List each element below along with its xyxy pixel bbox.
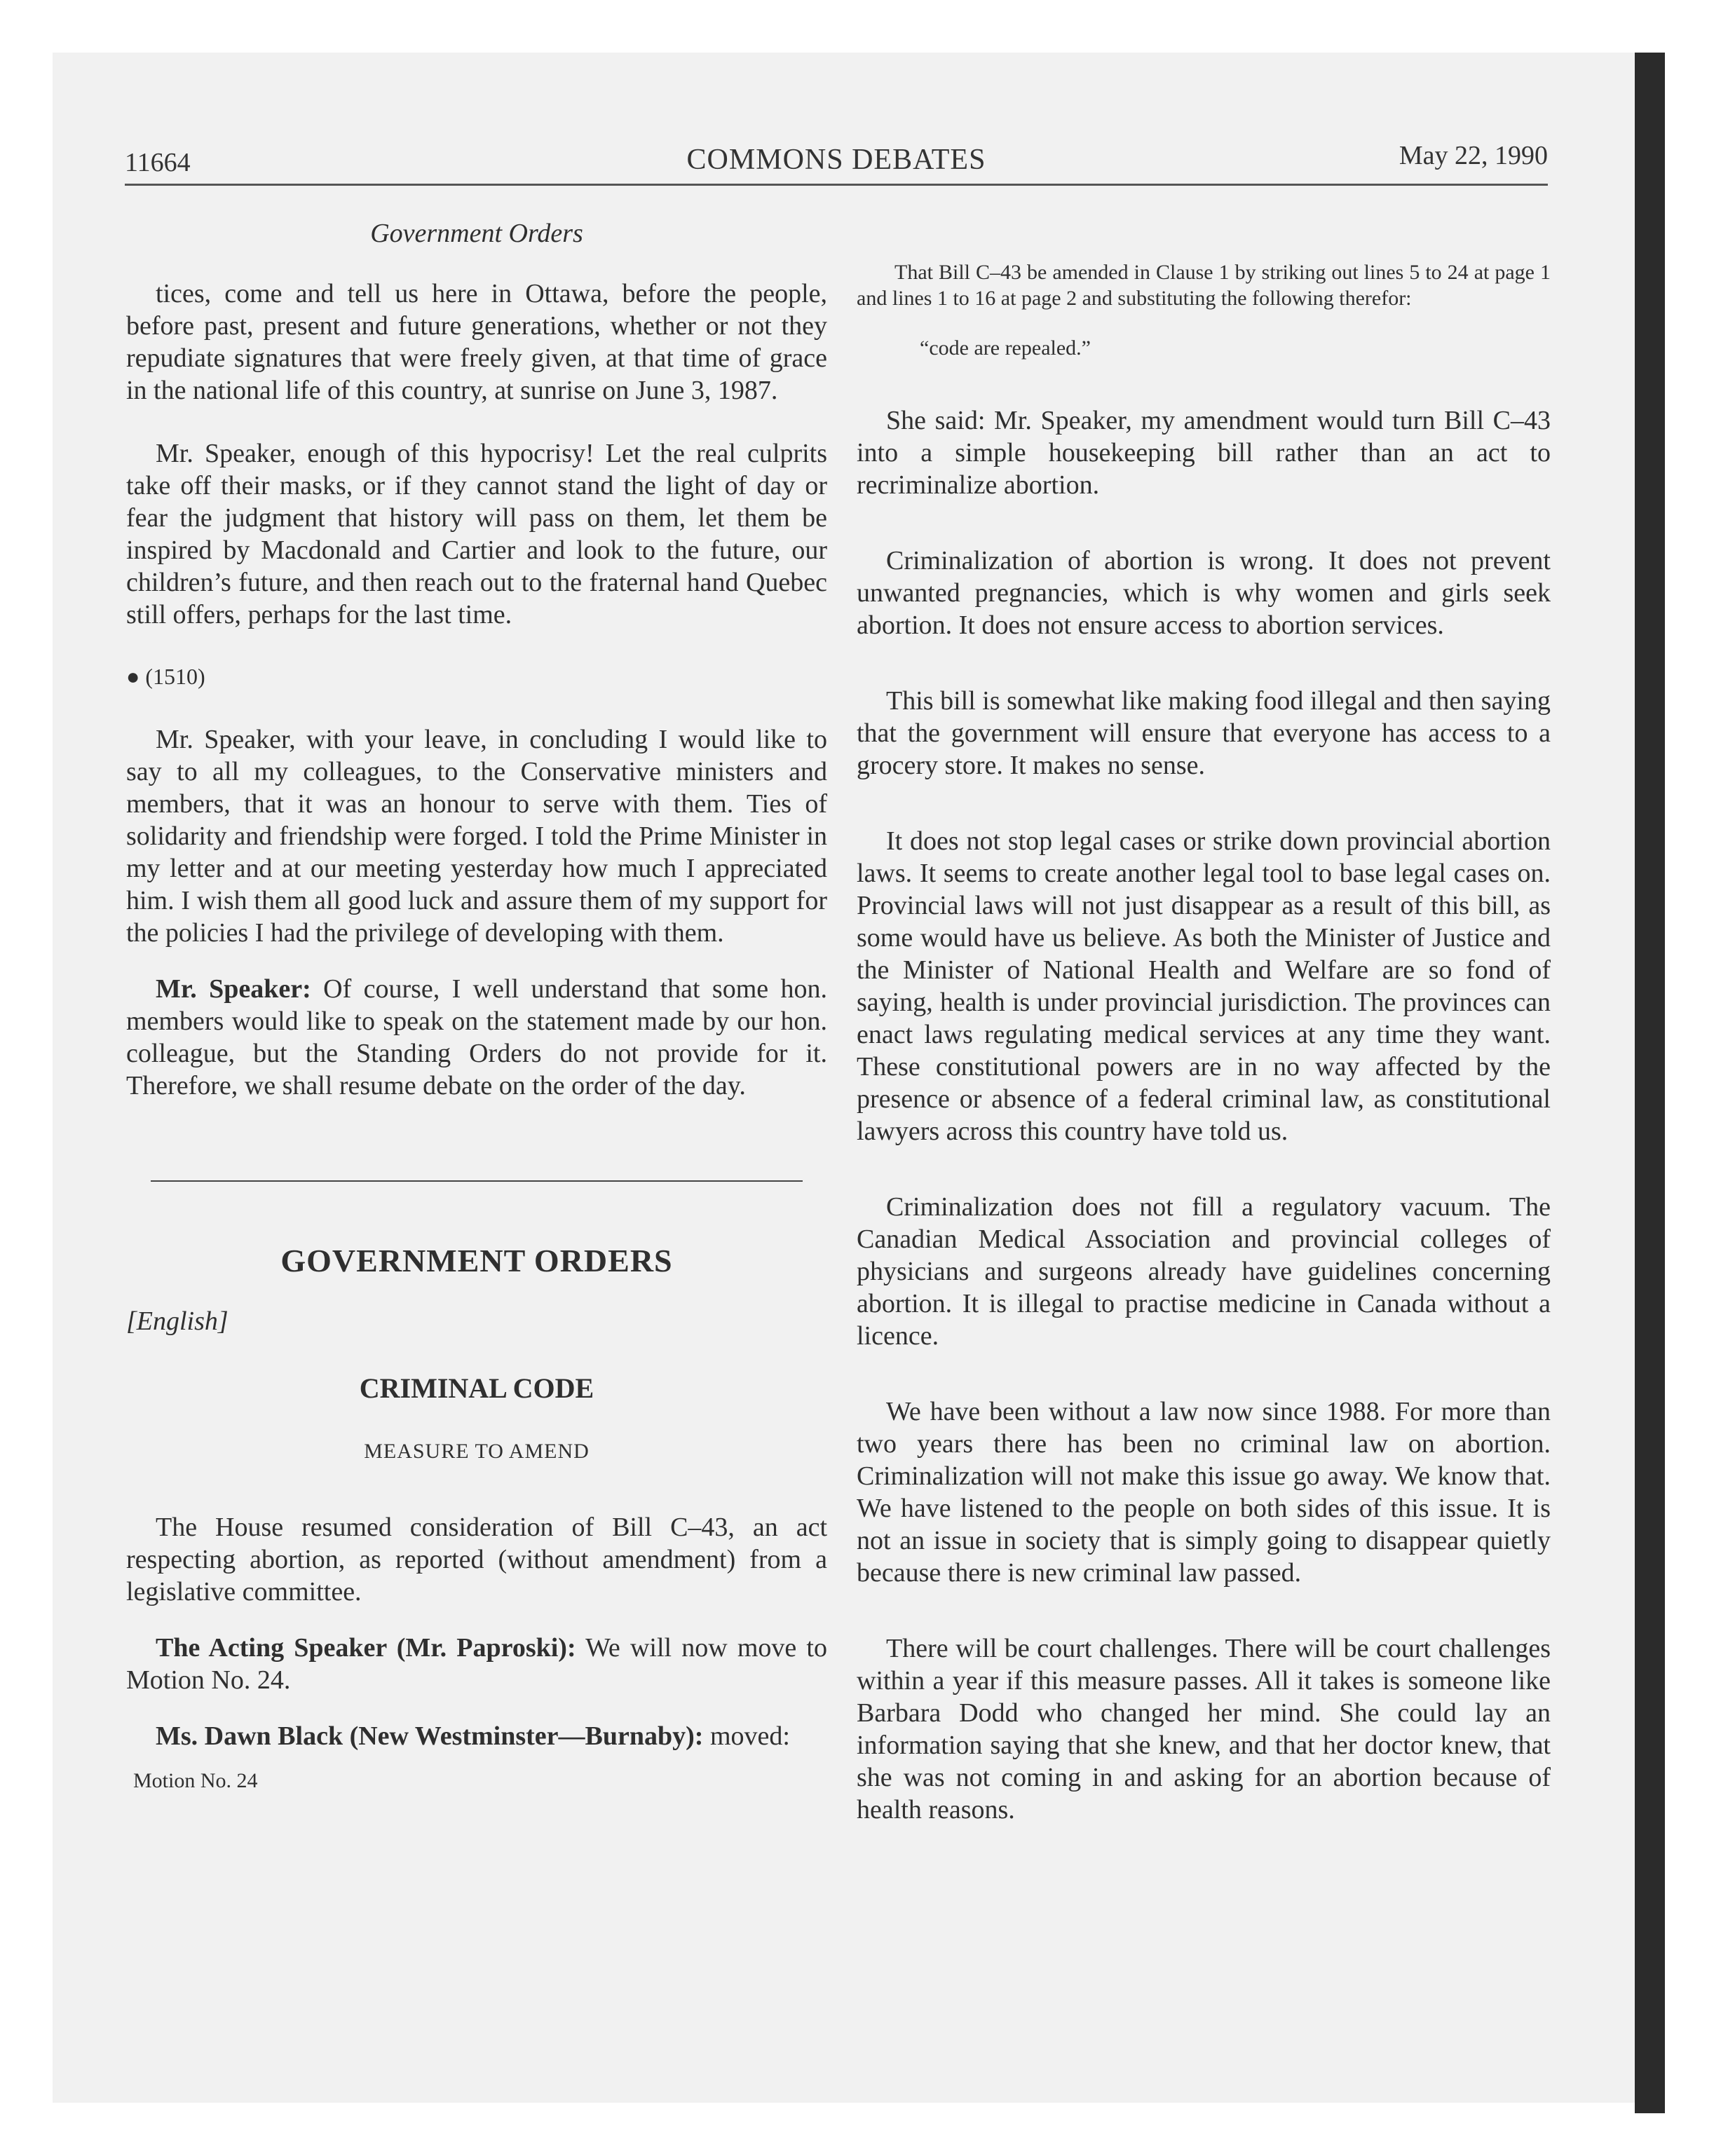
speaker-name: Mr. Speaker: [156, 974, 311, 1004]
time-marker: ● (1510) [126, 664, 205, 689]
publication-date: May 22, 1990 [1399, 141, 1548, 170]
paragraph: Criminalization does not fill a regulatory vacuum. The Canadian Medical Association and provincial colleges of physicians and surgeons already have guidelines concerning abortion. It is illegal to practise medicine in Canada without a licence. [857, 1192, 1551, 1351]
language-note: [English] [126, 1306, 229, 1336]
right-column [857, 259, 1551, 1826]
minor-heading: MEASURE TO AMEND [364, 1440, 590, 1463]
scan-edge-bar [1635, 53, 1665, 2113]
header-divider [125, 184, 1548, 186]
paragraph: tices, come and tell us here in Ottawa, before the people, before past, present and future generations, whether or not they repudiate signatures that were freely given, at that time of grace in the national life of this country, at sunrise on June 3, 1987. [126, 279, 827, 405]
speech-text: moved: [703, 1721, 790, 1751]
speech-text: Of course, I well understand that some hon. members would like to speak on the statement made by our hon. colleague, but the Standing Orders do not provide for it. Therefore, we shall resume debate on the order of the day. [126, 974, 828, 1100]
left-column [126, 217, 827, 1797]
page-header [125, 140, 1548, 182]
motion-quote: “code are repealed.” [920, 336, 1091, 360]
sub-heading: CRIMINAL CODE [359, 1372, 594, 1404]
paragraph: We have been without a law now since 1988. For more than two years there has been no criminal law on abortion. Criminalization will not make this issue go away. We know that. We have listened to the people on both sides of this issue. It is not an issue in society that is simply going to disappear quietly because there is new criminal law passed. [857, 1397, 1551, 1588]
paragraph: Mr. Speaker, enough of this hypocrisy! Let the real culprits take off their masks, or if they cannot stand the light of day or fear the judgment that history will pass on them, let them be inspired by Macdonald and Cartier and look to the future, our children’s future, and then reach out to the fraternal hand Quebec still offers, perhaps for the last time. [126, 439, 827, 629]
paragraph [126, 1632, 827, 1696]
section-divider [151, 1180, 803, 1182]
paragraph: The House resumed consideration of Bill C–43, an act respecting abortion, as reported (without amendment) from a legislative committee. [126, 1513, 827, 1606]
speaker-name: Ms. Dawn Black (New Westminster—Burnaby): [156, 1721, 704, 1751]
paragraph: She said: Mr. Speaker, my amendment would turn Bill C–43 into a simple housekeeping bill rather than an act to recriminalize abortion. [857, 406, 1551, 500]
paragraph: Criminalization of abortion is wrong. It does not prevent unwanted pregnancies, which is why women and girls seek abortion. It does not ensure access to abortion services. [857, 546, 1551, 640]
publication-title: COMMONS DEBATES [686, 144, 986, 176]
paragraph: It does not stop legal cases or strike down provincial abortion laws. It seems to create another legal tool to base legal cases on. Provincial laws will not just disappear as a result of this bill, as some would have us believe. As both the Minister of Justice and the Minister of National Health and Welfare are so fond of saying, health is under provincial jurisdiction. The provinces can enact laws regulating medical services at any time they want. These constitutional powers are in no way affected by the presence or absence of a federal criminal law, as constitutional lawyers across this country have told us. [857, 826, 1551, 1146]
motion-label: Motion No. 24 [133, 1769, 258, 1792]
paragraph: Mr. Speaker, with your leave, in concluding I would like to say to all my colleagues, to the Conservative ministers and members, that it was an honour to serve with them. Ties of solidarity and friendship were forged. I told the Prime Minister in my letter and at our meeting yesterday how much I appreciated him. I wish them all good luck and assure them of my support for the policies I had the privilege of developing with them. [126, 725, 827, 948]
motion-text: That Bill C–43 be amended in Clause 1 by striking out lines 5 to 24 at page 1 and lines 1 to 16 at page 2 and substituting the following therefor: [857, 261, 1551, 310]
paragraph [126, 1720, 827, 1752]
main-heading: GOVERNMENT ORDERS [280, 1243, 673, 1278]
paragraph: There will be court challenges. There will be court challenges within a year if this measure passes. All it takes is someone like Barbara Dodd who changed her mind. She could lay an information saying that she knew, and that her doctor knew, that she was not coming in and asking for an abortion because of health reasons. [857, 1634, 1551, 1824]
speaker-name: The Acting Speaker (Mr. Paproski): [156, 1633, 576, 1663]
speech-text: We will now move to Motion No. 24. [126, 1633, 827, 1695]
paragraph: This bill is somewhat like making food illegal and then saying that the government will ensure that everyone has access to a grocery store. It makes no sense. [857, 686, 1551, 780]
section-label: Government Orders [370, 219, 583, 248]
page-number: 11664 [125, 148, 191, 177]
paragraph [126, 973, 827, 1102]
